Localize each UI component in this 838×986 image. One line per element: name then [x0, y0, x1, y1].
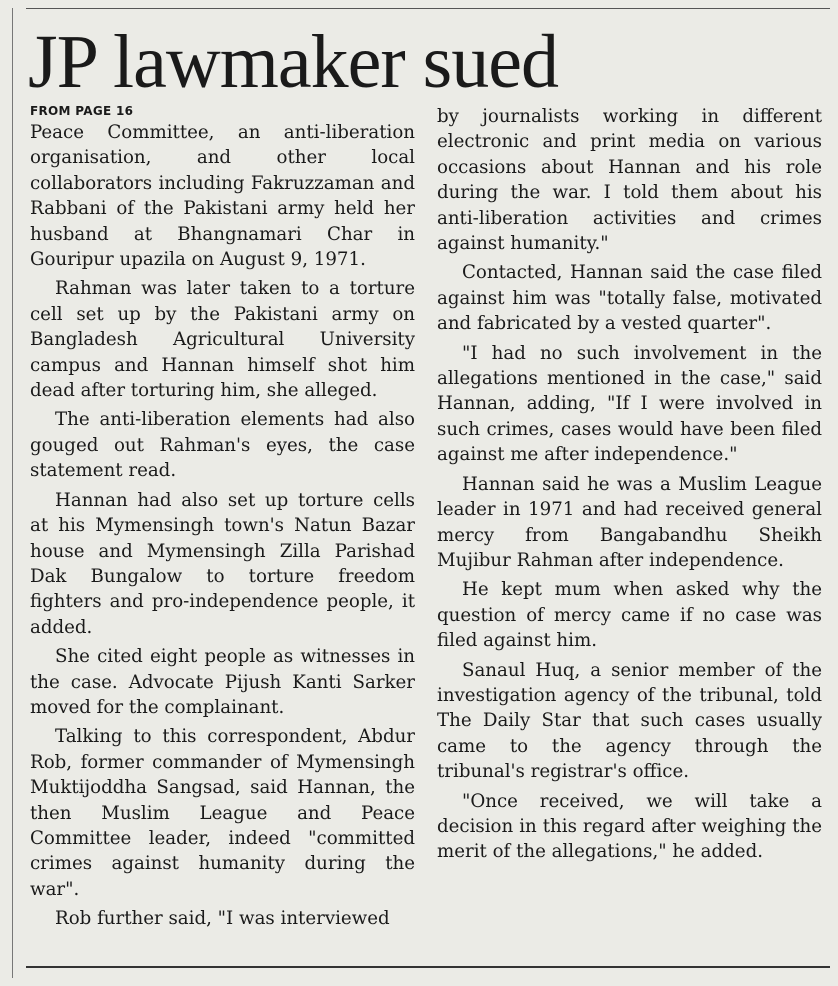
column-right-paragraphs	[437, 104, 822, 865]
paragraph: He kept mum when asked why the question of mercy came if no case was filed against him.	[437, 579, 822, 652]
article-body	[30, 104, 822, 964]
paragraph: Rahman was later taken to a torture cell set up by the Pakistani army on Bangladesh Agricultural University campus and Hannan himself shot him dead after torturing him, she alleged.	[30, 278, 415, 402]
paragraph: Talking to this correspondent, Abdur Rob, former commander of Mymensingh Muktijoddha Sangsad, said Hannan, the then Muslim League and Peace Committee leader, indeed "committed crimes against humanity during the war".	[30, 726, 415, 900]
paragraph: Peace Committee, an anti-liberation organisation, and other local collaborators including Fakruzzaman and Rabbani of the Pakistani army held her husband at Bhangnamari Char in Gouripur upazila on August 9, 1971.	[30, 122, 415, 271]
headline: JP lawmaker sued	[28, 20, 558, 104]
bottom-rule	[26, 966, 830, 968]
paragraph: Contacted, Hannan said the case filed against him was "totally false, motivated and fabricated by a vested quarter".	[437, 262, 822, 335]
top-rule	[26, 8, 830, 9]
paragraph: She cited eight people as witnesses in the case. Advocate Pijush Kanti Sarker moved for the complainant.	[30, 646, 415, 718]
column-left-paragraphs	[30, 120, 415, 932]
paragraph: "I had no such involvement in the allegations mentioned in the case," said Hannan, adding, "If I were involved in such crimes, cases would have been filed against me after independence."	[437, 342, 822, 466]
paragraph: "Once received, we will take a decision in this regard after weighing the merit of the allegations," he added.	[437, 790, 822, 863]
paragraph: Hannan had also set up torture cells at his Mymensingh town's Natun Bazar house and Mymensingh Zilla Parishad Dak Bungalow to torture freedom fighters and pro-independence people, it added.	[30, 489, 415, 638]
paragraph: Rob further said, "I was interviewed	[55, 908, 390, 930]
jump-line: FROM PAGE 16	[30, 104, 134, 118]
paragraph: by journalists working in different electronic and print media on various occasions about Hannan and his role during the war. I told them about his anti-liberation activities and crimes against humanity."	[437, 106, 822, 255]
column-left	[30, 104, 415, 964]
paragraph: Hannan said he was a Muslim League leader in 1971 and had received general mercy from Bangabandhu Sheikh Mujibur Rahman after independence.	[437, 473, 822, 571]
column-right	[437, 104, 822, 964]
paragraph: The anti-liberation elements had also gouged out Rahman's eyes, the case statement read.	[30, 409, 415, 482]
paragraph: Sanaul Huq, a senior member of the investigation agency of the tribunal, told The Daily Star that such cases usually came to the agency through the tribunal's registrar's office.	[437, 659, 822, 783]
left-column-rule	[12, 8, 13, 978]
